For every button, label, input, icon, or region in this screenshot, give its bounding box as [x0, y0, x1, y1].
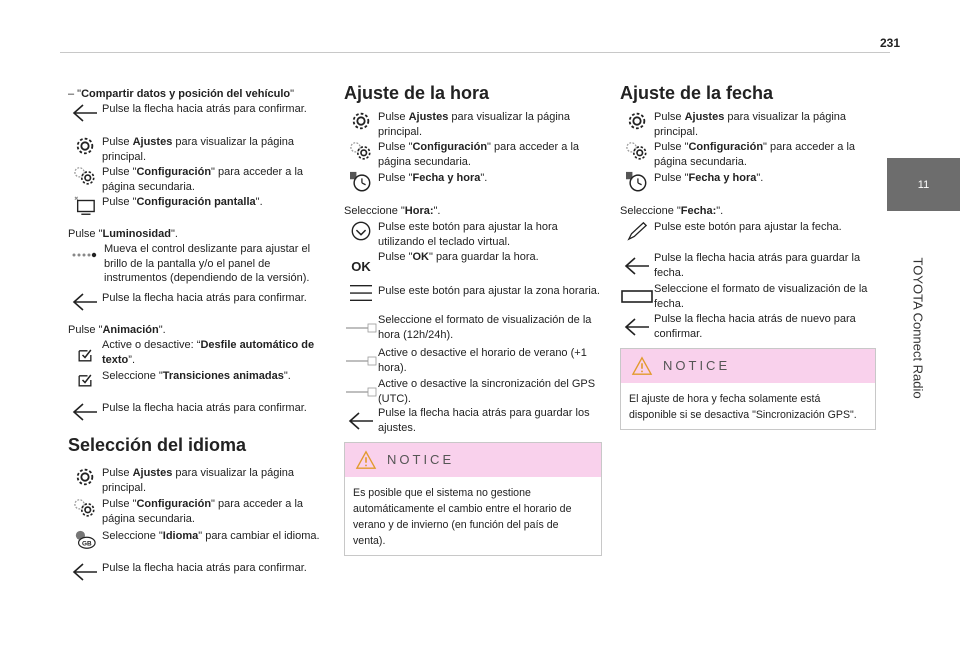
side-title: TOYOTA Connect Radio — [910, 257, 926, 399]
warning-icon — [631, 356, 653, 376]
back-arrow-icon[interactable] — [71, 402, 99, 422]
step-pen: Pulse este botón para ajustar la fecha. — [620, 220, 874, 242]
step-i-ajustes: Pulse Ajustes para visualizar la página principal. — [68, 466, 322, 495]
step-ajustes: Pulse Ajustes para visualizar la página principal. — [620, 110, 874, 139]
configuration-gears-icon[interactable] — [348, 140, 374, 162]
step-slider: Mueva el control deslizante para ajustar el brillo de la pantalla y/o el panel de instrumentos (dependiendo de la versión). — [68, 242, 333, 286]
back-arrow-icon[interactable] — [71, 562, 99, 582]
toggle-switch-icon[interactable] — [344, 356, 378, 366]
step-keyboard: Pulse este botón para ajustar la hora utilizando el teclado virtual. — [344, 220, 598, 249]
section-title-hora: Ajuste de la hora — [344, 83, 490, 103]
clock-icon[interactable] — [625, 171, 649, 193]
checkbox-icon[interactable] — [75, 370, 95, 390]
configuration-gears-icon[interactable] — [72, 497, 98, 519]
menu-lines-icon[interactable] — [347, 282, 375, 304]
share-data-item: – "Compartir datos y posición del vehículo" — [68, 88, 295, 100]
step-desfile: Active o desactive: “Desfile automático de texto”. — [68, 338, 322, 367]
step-back3: Pulse la flecha hacia atrás para confirmar. — [68, 401, 322, 423]
back-arrow-icon[interactable] — [347, 411, 375, 431]
notice-title: NOTICE — [663, 357, 731, 373]
settings-gear-icon[interactable] — [350, 110, 372, 132]
checkbox-icon[interactable] — [75, 345, 95, 365]
step-zona: Pulse este botón para ajustar la zona horaria. — [344, 280, 608, 304]
step-back2: Pulse la flecha hacia atrás para confirmar. — [68, 291, 322, 313]
section-title-idioma: Selección del idioma — [68, 435, 247, 455]
step-back: Pulse la flecha hacia atrás para guardar los ajustes. — [344, 406, 598, 435]
chapter-number: 11 — [917, 178, 930, 191]
settings-gear-icon[interactable] — [74, 135, 96, 157]
step-configuracion: Pulse "Configuración" para acceder a la página secundaria. — [620, 140, 874, 169]
back-arrow-icon[interactable] — [623, 256, 651, 276]
chapter-tab — [887, 158, 960, 211]
notice-text: El ajuste de hora y fecha solamente está disponible si se desactiva "Sincronización GPS". — [629, 393, 857, 421]
slider-icon[interactable] — [70, 250, 98, 260]
warning-icon — [355, 450, 377, 470]
step-fecha-hora: Pulse "Fecha y hora". — [620, 171, 874, 193]
step-i-idioma: Seleccione "Idioma" para cambiar el idioma. — [68, 529, 332, 551]
step-fecha-hora: Pulse "Fecha y hora". — [344, 171, 598, 193]
settings-gear-icon[interactable] — [74, 466, 96, 488]
step-ajustes: Pulse Ajustes para visualizar la página principal. — [68, 135, 322, 164]
toggle-switch-icon[interactable] — [344, 387, 378, 397]
step-ajustes: Pulse Ajustes para visualizar la página principal. — [344, 110, 598, 139]
luminosidad-line: Pulse "Luminosidad". — [68, 228, 178, 240]
back-arrow-icon[interactable] — [71, 103, 99, 123]
language-icon[interactable] — [73, 529, 97, 551]
step-back1: Pulse la flecha hacia atrás para confirmar. — [68, 102, 322, 124]
settings-gear-icon[interactable] — [626, 110, 648, 132]
step-back1: Pulse la flecha hacia atrás para guardar la fecha. — [620, 251, 874, 280]
section-title-fecha: Ajuste de la fecha — [620, 83, 774, 103]
header-rule — [60, 52, 890, 53]
page-number: 231 — [880, 36, 901, 50]
notice-box — [344, 442, 602, 556]
fecha-line: Seleccione "Fecha:". — [620, 205, 724, 217]
animacion-line: Pulse "Animación". — [68, 324, 166, 336]
ok-button-icon[interactable]: OK — [351, 258, 371, 274]
step-configuracion: Pulse "Configuración" para acceder a la página secundaria. — [68, 165, 322, 194]
step-ok: OK Pulse "OK" para guardar la hora. — [351, 251, 539, 274]
notice-text: Es posible que el sistema no gestione automáticamente el cambio entre el horario de verano y de invierno (en función del país de venta). — [353, 487, 572, 547]
format-selector-icon[interactable] — [620, 289, 654, 305]
step-i-configuracion: Pulse "Configuración" para acceder a la página secundaria. — [68, 497, 322, 526]
pen-edit-icon[interactable] — [625, 220, 649, 242]
step-back2: Pulse la flecha hacia atrás de nuevo para confirmar. — [620, 312, 874, 341]
back-arrow-icon[interactable] — [623, 317, 651, 337]
step-back4: Pulse la flecha hacia atrás para confirmar. — [68, 561, 322, 583]
back-arrow-icon[interactable] — [71, 292, 99, 312]
step-verano: Active o desactive el horario de verano (+1 hora). — [344, 346, 598, 375]
configuration-gears-icon[interactable] — [72, 165, 98, 187]
step-formato: Seleccione el formato de visualización de la fecha. — [620, 282, 874, 311]
step-configuracion: Pulse "Configuración" para acceder a la página secundaria. — [344, 140, 598, 169]
notice-title: NOTICE — [387, 451, 455, 467]
screen-settings-icon[interactable] — [72, 195, 98, 217]
step-formato: Seleccione el formato de visualización de la hora (12h/24h). — [344, 313, 598, 342]
clock-icon[interactable] — [349, 171, 373, 193]
keyboard-button-icon[interactable] — [349, 220, 373, 242]
hora-line: Seleccione "Hora:". — [344, 205, 441, 217]
step-gps: Active o desactive la sincronización del GPS (UTC). — [344, 377, 598, 406]
step-transiciones: Seleccione "Transiciones animadas". — [68, 369, 322, 391]
step-config-pantalla: Pulse "Configuración pantalla". — [68, 195, 322, 217]
toggle-switch-icon[interactable] — [344, 323, 378, 333]
notice-box — [620, 348, 876, 430]
configuration-gears-icon[interactable] — [624, 140, 650, 162]
